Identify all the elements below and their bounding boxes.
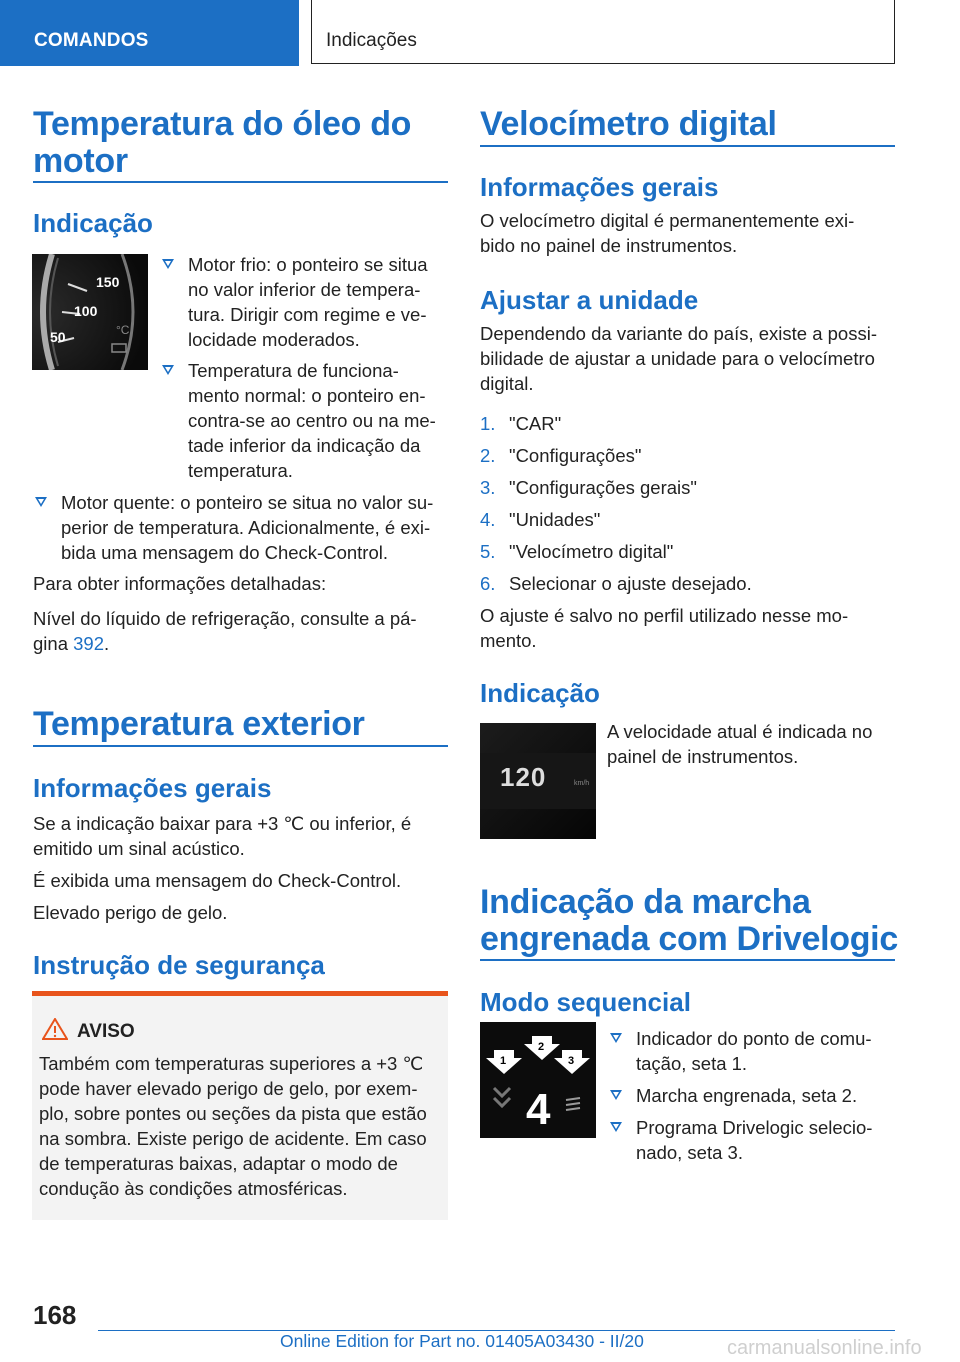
warning-text: Também com temperaturas superiores a +3 ℃ pode haver elevado perigo de gelo, por exem- plo, sobre pontes ou seções da pista que estão na sombra. Existe perigo de acidente. Em caso de temperaturas baixas, adaptar o modo de condução às condições atmosféricas.	[39, 1053, 427, 1199]
step-number: 6.	[480, 573, 496, 594]
seguranca-heading: Instrução de segurança	[33, 950, 325, 980]
para-nivel: Nível do líquido de refrigeração, consulte a pá- gina 392.	[33, 608, 417, 654]
arrow-2-label: 2	[538, 1041, 545, 1053]
gauge-label-50: 50	[50, 329, 66, 345]
speed-indicated-text: A velocidade atual é indicada no painel de instrumentos.	[607, 721, 873, 767]
bullet-triangle-icon	[610, 1090, 622, 1100]
edition-text: Online Edition for Part no. 01405A03430 - II/20	[280, 1331, 644, 1351]
arrow-1-label: 1	[500, 1055, 507, 1067]
bullet-motor-frio: Motor frio: o ponteiro se situa no valor inferior de tempera- tura. Dirigir com regime e ve- locidade moderados.	[162, 252, 452, 352]
speedometer-image	[480, 723, 596, 839]
bullet-marcha: Marcha engrenada, seta 2.	[610, 1083, 900, 1108]
step-number: 3.	[480, 477, 496, 498]
step-number: 2.	[480, 445, 496, 466]
watermark: carmanualsonline.info	[727, 1337, 922, 1359]
gear-number: 4	[526, 1085, 551, 1134]
bullet-triangle-icon	[610, 1033, 622, 1043]
info-gerais-heading: Informações gerais	[33, 773, 272, 803]
vel-info-text: O velocímetro digital é permanentemente exi- bido no painel de instrumentos.	[480, 210, 855, 256]
ext-para-3: Elevado perigo de gelo.	[33, 902, 228, 923]
warning-box	[32, 991, 448, 1220]
step-text: "Configurações"	[509, 445, 642, 466]
gauge-label-100: 100	[74, 303, 98, 319]
title-rule	[33, 181, 448, 183]
step-text: "Unidades"	[509, 509, 601, 530]
bullet-triangle-icon	[162, 365, 174, 375]
speed-value: 120	[500, 762, 547, 792]
speed-unit: km/h	[574, 780, 590, 787]
ajustar-text: Dependendo da variante do país, existe a possi- bilidade de ajustar a unidade para o velocímetro digital.	[480, 323, 877, 394]
ext-temp-title: Temperatura exterior	[33, 705, 365, 743]
arrow-3-label: 3	[568, 1055, 575, 1067]
step-text: "Velocímetro digital"	[509, 541, 674, 562]
section-label: COMANDOS	[34, 30, 149, 51]
step-text: "CAR"	[509, 413, 562, 434]
step-number: 5.	[480, 541, 496, 562]
step-text: Selecionar o ajuste desejado.	[509, 573, 752, 594]
step-number: 1.	[480, 413, 496, 434]
bullet-programa: Programa Drivelogic selecio- nado, seta 3.	[610, 1115, 900, 1165]
bullet-temp-normal: Temperatura de funciona- mento normal: o ponteiro en- contra-se ao centro ou na me- tade inferior da indicação da temperatura.	[162, 358, 452, 483]
warning-label: AVISO	[77, 1021, 135, 1042]
step-number: 4.	[480, 509, 496, 530]
gauge-label-150: 150	[96, 274, 120, 290]
info-gerais-heading-right: Informações gerais	[480, 172, 719, 202]
bullet-triangle-icon	[162, 259, 174, 269]
title-rule	[480, 145, 895, 147]
oil-temp-title: Temperatura do óleo do motor	[33, 105, 412, 180]
saved-text: O ajuste é salvo no perfil utilizado nesse mo- mento.	[480, 605, 849, 651]
ajustar-heading: Ajustar a unidade	[480, 285, 699, 315]
subsection-label: Indicações	[326, 30, 417, 51]
page-number: 168	[33, 1300, 77, 1330]
subsection-box	[311, 0, 895, 64]
gear-indication-title: Indicação da marcha engrenada com Drivelogic	[480, 883, 898, 958]
section-tab	[0, 0, 299, 66]
indicacao-heading: Indicação	[33, 208, 153, 238]
bullet-triangle-icon	[35, 497, 47, 507]
page-link-392[interactable]: 392	[73, 633, 104, 654]
ext-para-1: Se a indicação baixar para +3 ℃ ou inferior, é emitido um sinal acústico.	[33, 813, 412, 859]
title-rule	[480, 959, 895, 961]
indicacao-heading-right: Indicação	[480, 678, 600, 708]
bullet-comutacao: Indicador do ponto de comu- tação, seta 1.	[610, 1026, 900, 1076]
step-text: "Configurações gerais"	[509, 477, 697, 498]
drivelogic-image	[480, 1022, 596, 1138]
oil-gauge-image	[32, 254, 148, 370]
warning-triangle-icon	[42, 1018, 68, 1040]
bullet-motor-quente: Motor quente: o ponteiro se situa no valor su- perior de temperatura. Adicionalmente, é exi- bida uma mensagem do Check-Control.	[35, 490, 453, 565]
gauge-unit: °C	[116, 323, 130, 337]
title-rule	[33, 745, 448, 747]
velocimetro-title: Velocímetro digital	[480, 105, 777, 143]
ext-para-2: É exibida uma mensagem do Check-Control.	[33, 870, 402, 891]
modo-sequencial-heading: Modo sequencial	[480, 987, 691, 1017]
bullet-triangle-icon	[610, 1122, 622, 1132]
para-detalhes: Para obter informações detalhadas:	[33, 573, 327, 594]
